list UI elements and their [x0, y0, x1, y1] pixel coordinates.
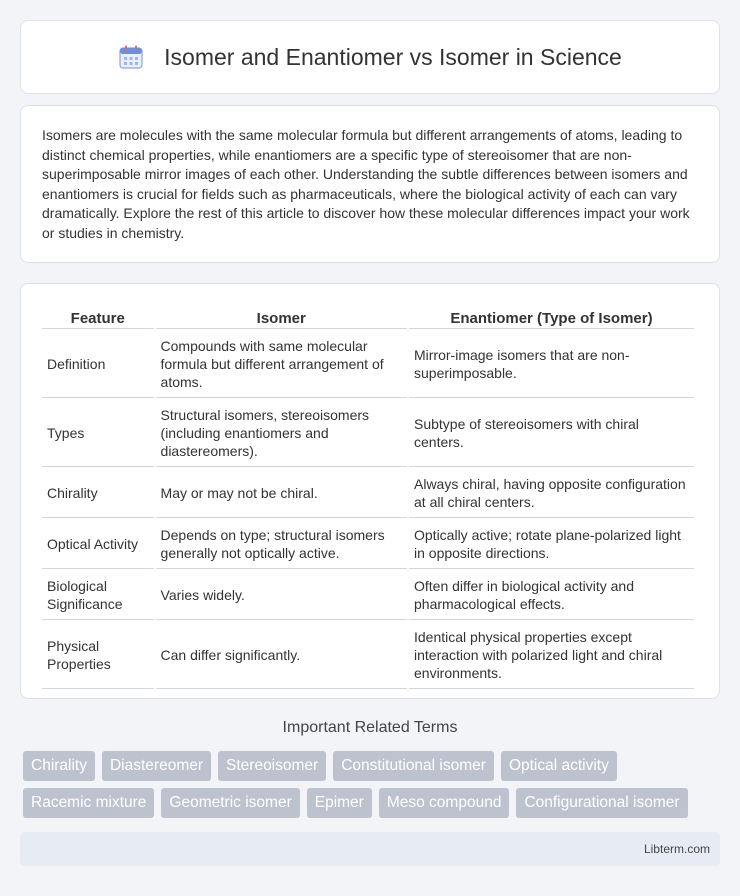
table-cell: Optically active; rotate plane-polarized light in opposite directions.: [409, 520, 694, 569]
table-header-row: [42, 304, 694, 329]
table-row: [42, 520, 694, 569]
table-row: [42, 469, 694, 518]
table-cell: Subtype of stereoisomers with chiral centers.: [409, 400, 694, 467]
comparison-table: [40, 302, 696, 691]
comparison-table-card: [20, 283, 720, 699]
tag-geometric-isomer[interactable]: Geometric isomer: [161, 788, 299, 818]
tag-stereoisomer[interactable]: Stereoisomer: [218, 751, 326, 781]
header-enantiomer: Enantiomer (Type of Isomer): [409, 304, 694, 329]
table-cell: Physical Properties: [42, 622, 154, 689]
table-cell: Compounds with same molecular formula but different arrangement of atoms.: [156, 331, 407, 398]
table-row: [42, 400, 694, 467]
tag-diastereomer[interactable]: Diastereomer: [102, 751, 211, 781]
table-cell: Chirality: [42, 469, 154, 518]
tag-row: [23, 751, 723, 781]
page-title: Isomer and Enantiomer vs Isomer in Science: [164, 43, 622, 70]
table-cell: Mirror-image isomers that are non-superimposable.: [409, 331, 694, 398]
footer-site-link[interactable]: Libterm.com: [643, 842, 710, 856]
table-cell: Always chiral, having opposite configuration at all chiral centers.: [409, 469, 694, 518]
tag-constitutional-isomer[interactable]: Constitutional isomer: [333, 751, 494, 781]
table-cell: May or may not be chiral.: [156, 469, 407, 518]
table-cell: Often differ in biological activity and pharmacological effects.: [409, 571, 694, 620]
tag-row: [23, 788, 723, 818]
tag-racemic-mixture[interactable]: Racemic mixture: [23, 788, 154, 818]
table-cell: Depends on type; structural isomers generally not optically active.: [156, 520, 407, 569]
tag-configurational-isomer[interactable]: Configurational isomer: [516, 788, 687, 818]
table-cell: Varies widely.: [156, 571, 407, 620]
table-row: [42, 571, 694, 620]
table-cell: Identical physical properties except interaction with polarized light and chiral environments.: [409, 622, 694, 689]
tag-meso-compound[interactable]: Meso compound: [379, 788, 510, 818]
intro-card: [20, 105, 720, 263]
header-feature: Feature: [42, 304, 154, 329]
table-row: [42, 331, 694, 398]
table-cell: Can differ significantly.: [156, 622, 407, 689]
related-terms-title: Important Related Terms: [282, 719, 458, 736]
tag-chirality[interactable]: Chirality: [23, 751, 95, 781]
title-card: [20, 20, 720, 94]
intro-text: Isomers are molecules with the same molecular formula but different arrangements of atoms, leading to distinct chemical properties, while enantiomers are a specific type of stereoisomer that are non-superimposable mirror images of each other. Understanding the subtle differences between isomers and enantiomers is crucial for fields such as pharmaceuticals, where the biological activity of each can vary dramatically. Explore the rest of this article to discover how these molecular differences impact your work or studies in chemistry.: [42, 127, 690, 241]
footer: [20, 832, 720, 866]
table-cell: Definition: [42, 331, 154, 398]
table-row: [42, 622, 694, 689]
table-cell: Biological Significance: [42, 571, 154, 620]
tag-optical-activity[interactable]: Optical activity: [501, 751, 617, 781]
related-terms: [23, 751, 723, 825]
calendar-icon: [118, 44, 144, 70]
tag-epimer[interactable]: Epimer: [307, 788, 372, 818]
table-cell: Structural isomers, stereoisomers (including enantiomers and diastereomers).: [156, 400, 407, 467]
table-cell: Types: [42, 400, 154, 467]
header-isomer: Isomer: [156, 304, 407, 329]
table-cell: Optical Activity: [42, 520, 154, 569]
